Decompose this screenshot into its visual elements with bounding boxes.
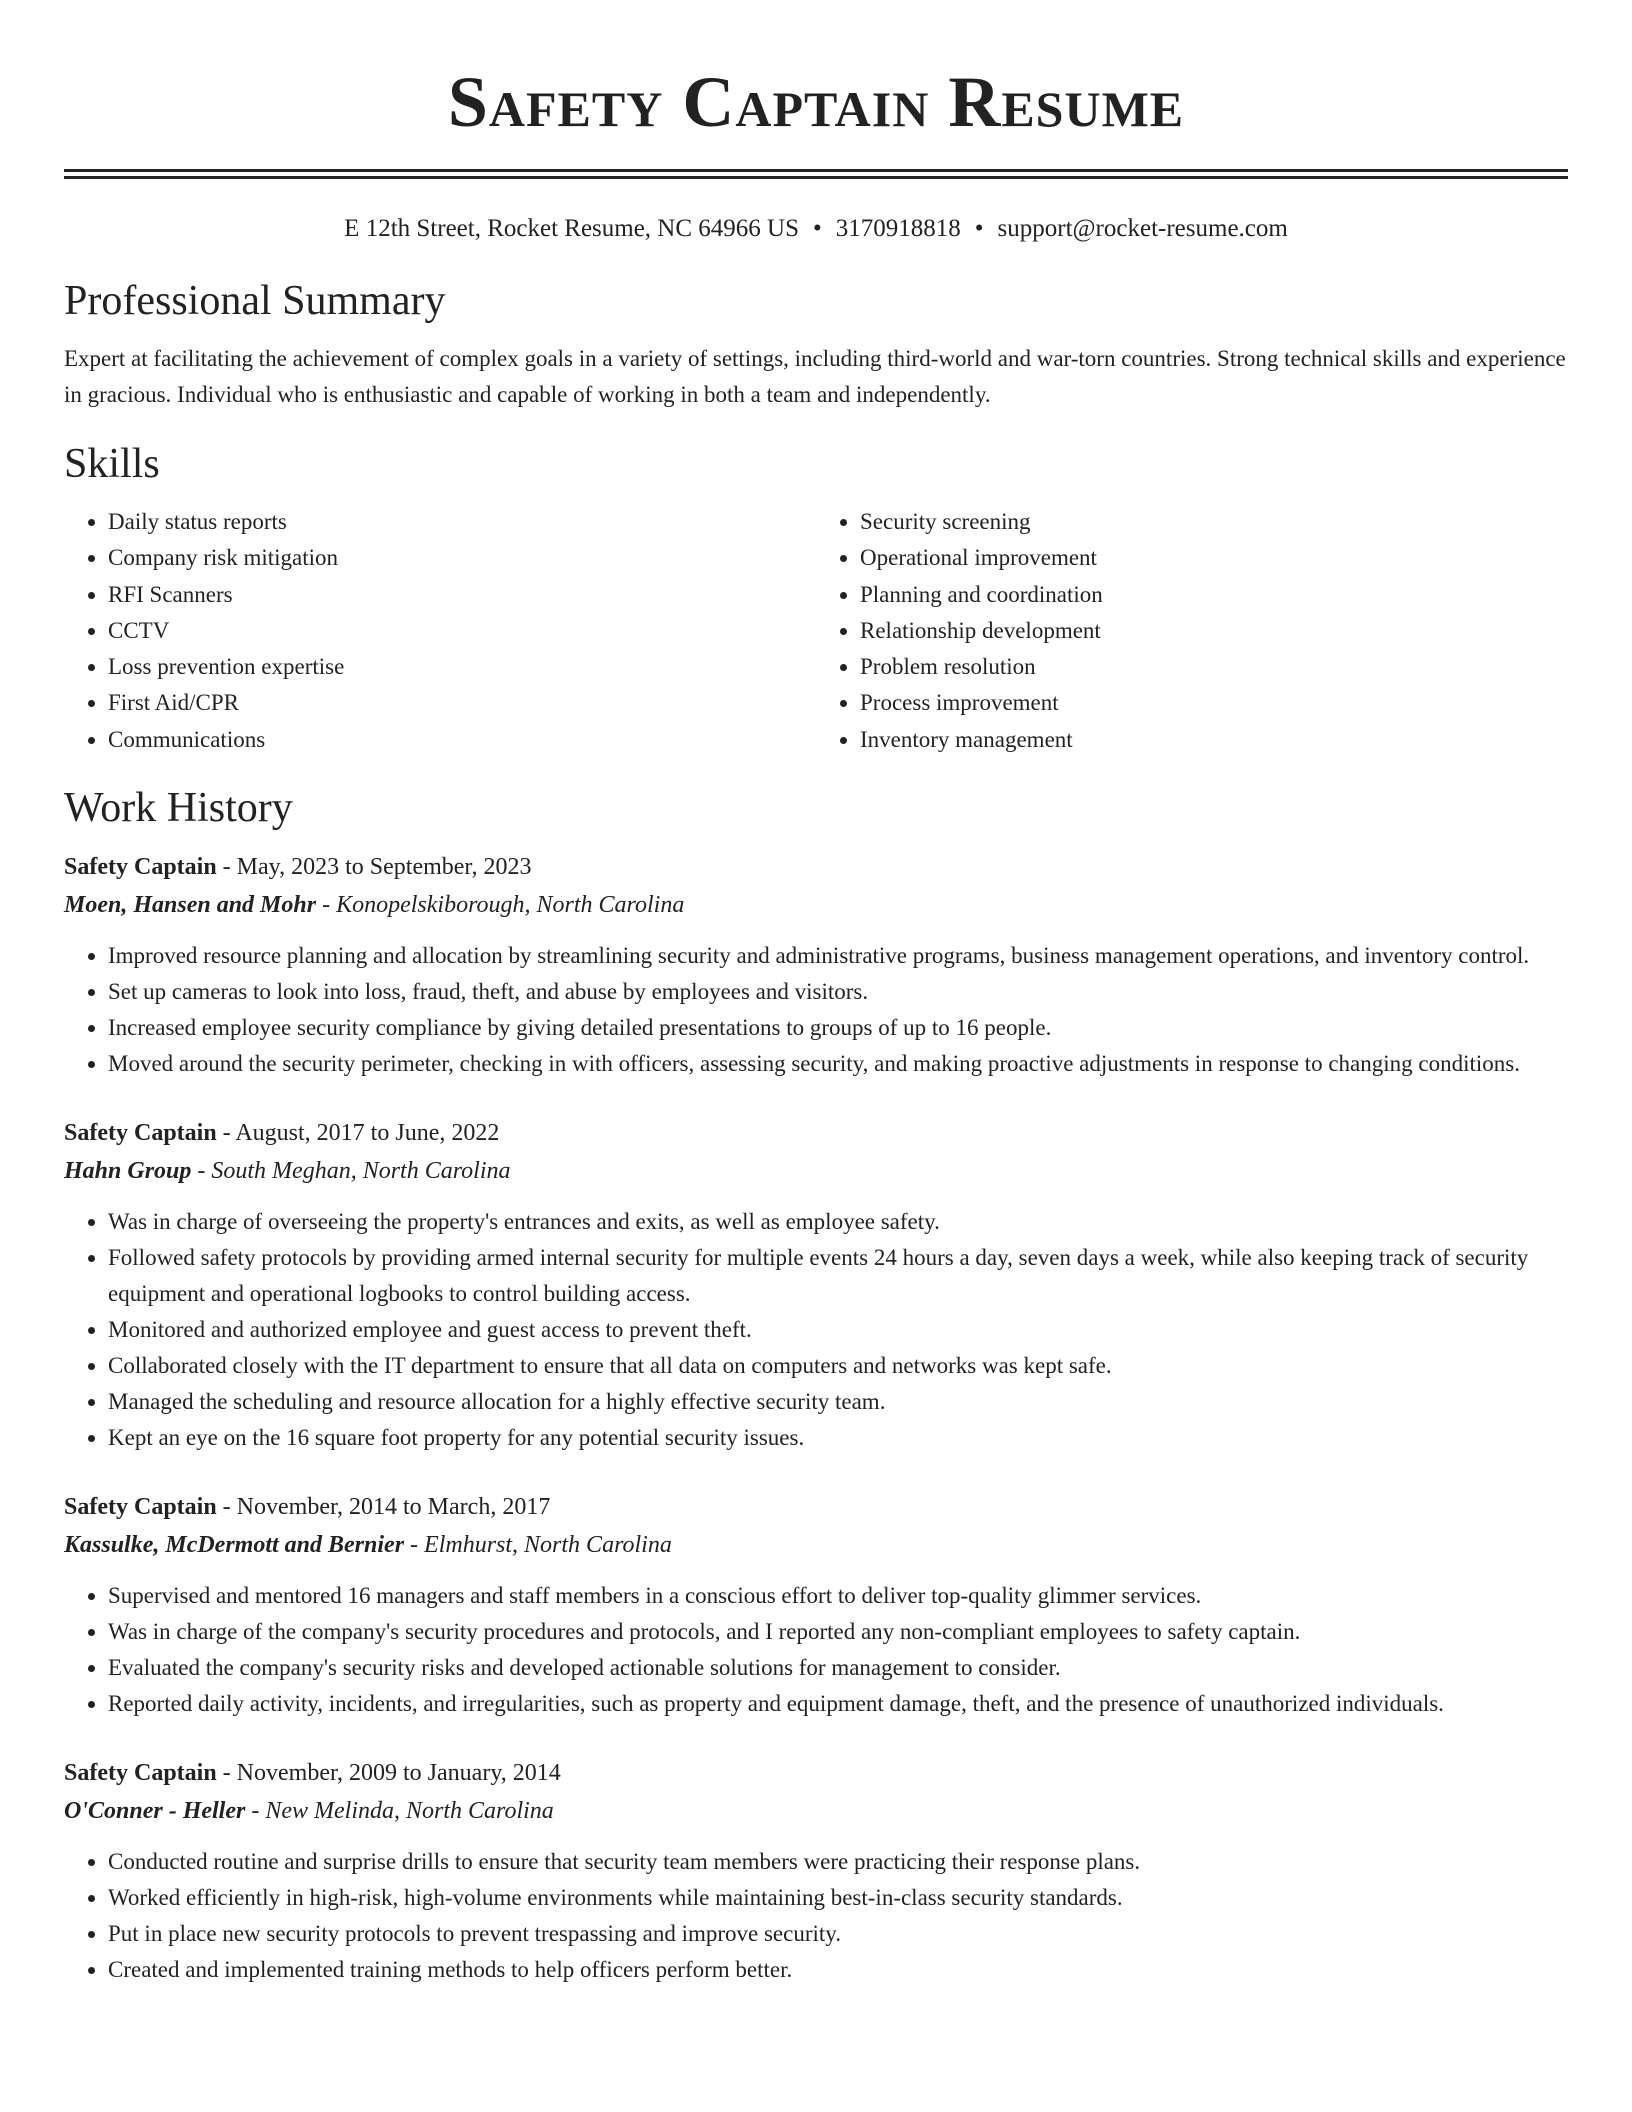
skill-item: • Process improvement: [860, 685, 1568, 721]
job-company: Hahn Group: [64, 1158, 192, 1185]
job-bullets: [64, 1844, 1568, 1988]
job-dash: -: [216, 1494, 237, 1521]
job-entry: [64, 1488, 1568, 1722]
skill-item: • Problem resolution: [860, 649, 1568, 685]
job-dates: May, 2023 to September, 2023: [236, 854, 532, 881]
job-dates: November, 2009 to January, 2014: [236, 1760, 561, 1787]
skill-item: • First Aid/CPR: [108, 685, 816, 721]
contact-email: support@rocket-resume.com: [997, 215, 1288, 242]
job-bullet: • Moved around the security perimeter, checking in with officers, assessing security, and making proactive adjustments in response to changing conditions.: [108, 1046, 1568, 1082]
job-company: Moen, Hansen and Mohr: [64, 892, 317, 919]
skills-grid: [64, 504, 1568, 758]
job-bullet: • Kept an eye on the 16 square foot property for any potential security issues.: [108, 1420, 1568, 1456]
job-company: Kassulke, McDermott and Bernier: [64, 1532, 405, 1559]
contact-phone: 3170918818: [835, 215, 961, 242]
resume-page: [64, 0, 1568, 1988]
job-company: O'Conner - Heller: [64, 1798, 246, 1825]
job-bullet: • Supervised and mentored 16 managers and staff members in a conscious effort to deliver top-quality glimmer services.: [108, 1578, 1568, 1614]
title-double-rule: [64, 169, 1568, 179]
job-bullet: • Was in charge of the company's security procedures and protocols, and I reported any non-compliant employees to safety captain.: [108, 1614, 1568, 1650]
contact-separator: •: [974, 215, 984, 242]
job-bullet: • Managed the scheduling and resource allocation for a highly effective security team.: [108, 1384, 1568, 1420]
contact-address: E 12th Street, Rocket Resume, NC 64966 US: [344, 215, 799, 242]
job-dash: -: [316, 892, 337, 919]
contact-line: [64, 213, 1568, 245]
job-bullets: [64, 938, 1568, 1082]
job-company-line: [64, 886, 1568, 924]
job-bullet: • Followed safety protocols by providing armed internal security for multiple events 24 hours a day, seven days a week, while also keeping track of security equipment and operational logbooks to control building access.: [108, 1240, 1568, 1312]
job-role: Safety Captain: [64, 1760, 217, 1787]
summary-text: Expert at facilitating the achievement of complex goals in a variety of settings, including third-world and war-torn countries. Strong technical skills and experience in gracious. Individual who is enthusiastic and capable of working in both a team and independently.: [64, 346, 1566, 407]
job-dash: -: [216, 854, 237, 881]
job-company-line: [64, 1792, 1568, 1830]
job-company-line: [64, 1526, 1568, 1564]
skill-item: • Company risk mitigation: [108, 540, 816, 576]
job-dash: -: [191, 1158, 212, 1185]
job-bullet: • Created and implemented training methods to help officers perform better.: [108, 1952, 1568, 1988]
skills-list-left: [64, 504, 816, 758]
job-bullet: • Worked efficiently in high-risk, high-volume environments while maintaining best-in-class security standards.: [108, 1880, 1568, 1916]
job-location: Konopelskiborough, North Carolina: [336, 892, 685, 919]
job-bullet: • Was in charge of overseeing the property's entrances and exits, as well as employee safety.: [108, 1204, 1568, 1240]
job-entry: [64, 1754, 1568, 1988]
job-bullet: • Increased employee security compliance by giving detailed presentations to groups of up to 16 people.: [108, 1010, 1568, 1046]
skills-list-right: [816, 504, 1568, 758]
job-title-line: [64, 1114, 1568, 1152]
job-bullet: • Put in place new security protocols to prevent trespassing and improve security.: [108, 1916, 1568, 1952]
job-dates: August, 2017 to June, 2022: [235, 1120, 500, 1147]
skill-item: • Operational improvement: [860, 540, 1568, 576]
job-bullet: • Conducted routine and surprise drills to ensure that security team members were practicing their response plans.: [108, 1844, 1568, 1880]
job-dash: -: [216, 1760, 237, 1787]
work-history-heading: Work History: [64, 785, 293, 832]
contact-separator: •: [813, 215, 822, 242]
skill-item: • Inventory management: [860, 722, 1568, 758]
job-role: Safety Captain: [64, 1120, 217, 1147]
job-bullet: • Improved resource planning and allocation by streamlining security and administrative programs, business management operations, and inventory control.: [108, 938, 1568, 974]
job-bullet: • Set up cameras to look into loss, fraud, theft, and abuse by employees and visitors.: [108, 974, 1568, 1010]
skill-item: • Loss prevention expertise: [108, 649, 816, 685]
job-title-line: [64, 1754, 1568, 1792]
skills-heading: Skills: [64, 441, 160, 487]
job-location: South Meghan, North Carolina: [211, 1158, 511, 1185]
resume-title: Safety Captain Resume: [447, 62, 1185, 142]
skill-item: • Relationship development: [860, 613, 1568, 649]
job-dash: -: [404, 1532, 425, 1559]
job-bullet: • Evaluated the company's security risks and developed actionable solutions for management to consider.: [108, 1650, 1568, 1686]
job-title-line: [64, 1488, 1568, 1526]
job-entry: [64, 848, 1568, 1082]
job-bullets: [64, 1578, 1568, 1722]
skill-item: • RFI Scanners: [108, 577, 816, 613]
job-role: Safety Captain: [64, 854, 217, 881]
job-title-line: [64, 848, 1568, 886]
skill-item: • Planning and coordination: [860, 577, 1568, 613]
job-bullet: • Reported daily activity, incidents, and irregularities, such as property and equipment damage, theft, and the presence of unauthorized individuals.: [108, 1686, 1568, 1722]
skill-item: • CCTV: [108, 613, 816, 649]
job-location: New Melinda, North Carolina: [265, 1798, 554, 1825]
job-role: Safety Captain: [64, 1494, 217, 1521]
job-bullet: • Collaborated closely with the IT department to ensure that all data on computers and networks was kept safe.: [108, 1348, 1568, 1384]
job-dash: -: [216, 1120, 236, 1147]
job-company-line: [64, 1152, 1568, 1190]
summary-heading: Professional Summary: [64, 278, 446, 324]
job-bullet: • Monitored and authorized employee and guest access to prevent theft.: [108, 1312, 1568, 1348]
job-entry: [64, 1114, 1568, 1456]
job-dates: November, 2014 to March, 2017: [236, 1494, 551, 1521]
skill-item: • Daily status reports: [108, 504, 816, 540]
job-location: Elmhurst, North Carolina: [424, 1532, 672, 1559]
skill-item: • Communications: [108, 722, 816, 758]
skill-item: • Security screening: [860, 504, 1568, 540]
job-dash: -: [245, 1798, 266, 1825]
job-bullets: [64, 1204, 1568, 1456]
